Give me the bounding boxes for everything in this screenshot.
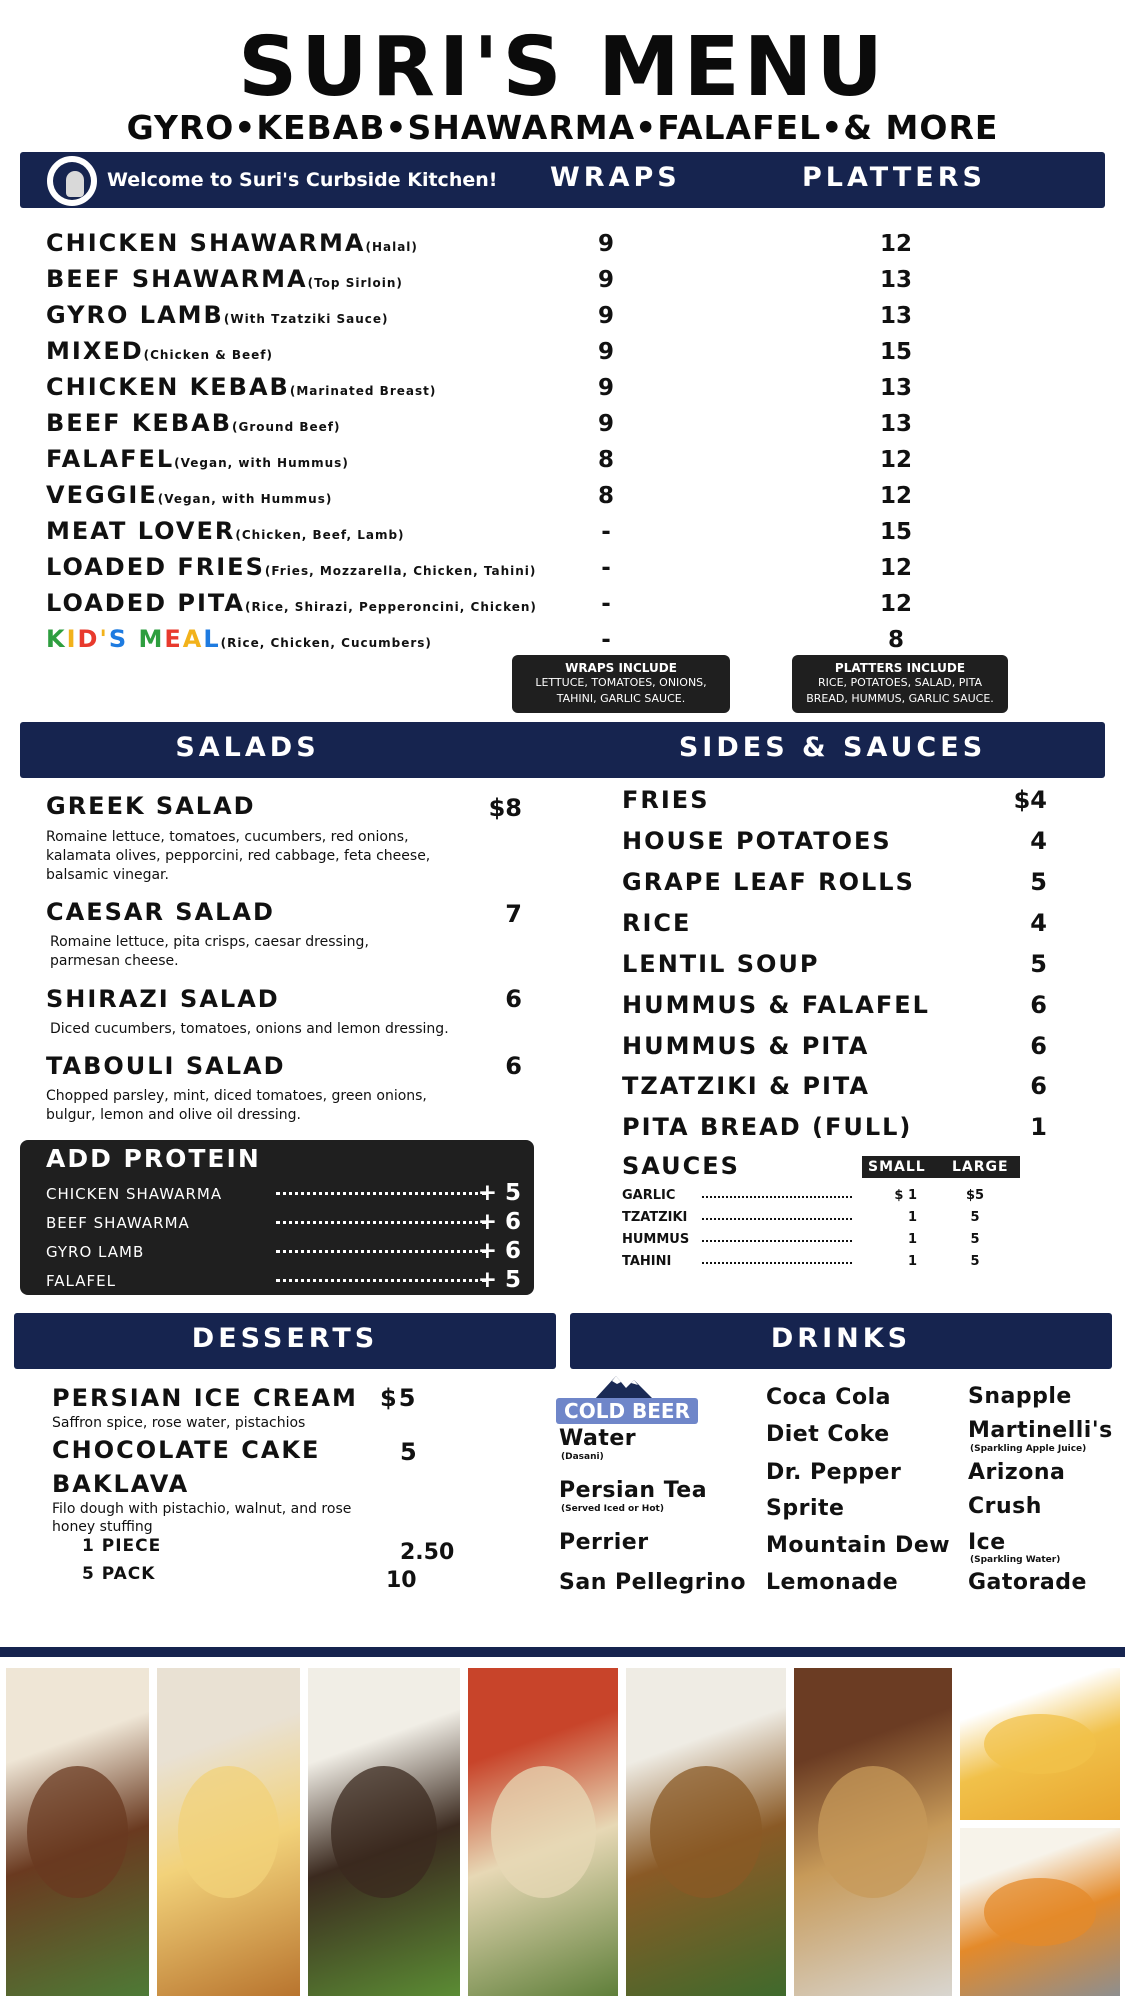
drinks-heading: DRINKS xyxy=(570,1313,1112,1369)
salad-price: 6 xyxy=(505,985,522,1013)
item-name: VEGGIE xyxy=(46,481,158,509)
dessert-name: CHOCOLATE CAKE xyxy=(52,1436,321,1464)
item-note: (Halal) xyxy=(365,240,418,254)
sauce-size-header xyxy=(862,1156,1020,1178)
dot-leader xyxy=(702,1196,852,1198)
kids-meal-letter: A xyxy=(182,625,204,653)
wrap-price: 9 xyxy=(597,231,614,257)
platters-include-text: RICE, POTATOES, SALAD, PITA BREAD, HUMMUS, GARLIC SAUCE. xyxy=(806,676,994,705)
item-note: (Top Sirloin) xyxy=(307,276,403,290)
kids-meal-name xyxy=(46,625,221,653)
protein-price: + 5 xyxy=(477,1180,521,1206)
wrap-price: - xyxy=(601,627,611,653)
shawarma-platter-photo xyxy=(6,1668,149,1996)
platter-price: 12 xyxy=(879,231,912,257)
platter-price: 15 xyxy=(879,519,912,545)
side-name: LENTIL SOUP xyxy=(622,950,820,978)
platter-price: 13 xyxy=(879,375,912,401)
dessert-name: BAKLAVA xyxy=(52,1470,190,1498)
side-name: RICE xyxy=(622,909,692,937)
menu-item-row xyxy=(46,373,1046,409)
menu-item-row xyxy=(46,265,1046,301)
house-potatoes-photo xyxy=(960,1828,1120,1996)
protein-price: + 6 xyxy=(477,1209,521,1235)
baklava-piece-label: 1 PIECE xyxy=(82,1536,162,1556)
menu-item-row xyxy=(46,445,1046,481)
drink-name: Martinelli's xyxy=(968,1418,1113,1443)
item-note: (Rice, Chicken, Cucumbers) xyxy=(220,636,432,650)
item-note: (Marinated Breast) xyxy=(289,384,437,398)
item-name: FALAFEL xyxy=(46,445,175,473)
loaded-fries-photo xyxy=(468,1668,618,1996)
item-note: (Vegan, with Hummus) xyxy=(174,456,349,470)
photo-food-shape xyxy=(491,1766,596,1897)
sauce-small-price: 1 xyxy=(907,1210,917,1225)
wrap-price: 9 xyxy=(597,411,614,437)
cold-beer-label: COLD BEER xyxy=(556,1398,698,1424)
welcome-text: Welcome to Suri's Curbside Kitchen! xyxy=(107,169,498,191)
protein-price: + 6 xyxy=(477,1238,521,1264)
platters-include-heading: PLATTERS INCLUDE xyxy=(834,661,966,675)
protein-row xyxy=(46,1240,521,1266)
item-name: CHICKEN SHAWARMA xyxy=(46,229,366,257)
wrap-price: - xyxy=(601,555,611,581)
baklava-pack-price: 10 xyxy=(386,1568,417,1593)
fries-photo xyxy=(960,1668,1120,1820)
salad-name: TABOULI SALAD xyxy=(46,1052,286,1080)
item-name: MIXED xyxy=(46,337,144,365)
sauce-large-price: $5 xyxy=(965,1188,985,1203)
wrap-price: - xyxy=(601,519,611,545)
platters-include-box xyxy=(792,655,1008,713)
sauce-large-price: 5 xyxy=(970,1254,980,1269)
platter-price: 12 xyxy=(879,483,912,509)
photo-food-shape xyxy=(818,1766,929,1897)
dot-leader xyxy=(702,1262,852,1264)
menu-item-row xyxy=(46,229,1046,265)
drink-name: Gatorade xyxy=(968,1570,1087,1595)
item-name: BEEF SHAWARMA xyxy=(46,265,308,293)
cold-beer-badge xyxy=(556,1374,698,1424)
side-price: 1 xyxy=(1030,1113,1047,1141)
kids-meal-letter: K xyxy=(46,625,67,653)
sauce-small-price: 1 xyxy=(907,1232,917,1247)
drink-name: San Pellegrino xyxy=(559,1570,746,1595)
protein-row xyxy=(46,1211,521,1237)
item-note: (Chicken, Beef, Lamb) xyxy=(235,528,405,542)
protein-row xyxy=(46,1269,521,1295)
protein-name: GYRO LAMB xyxy=(46,1243,145,1261)
wraps-platters-header-bar xyxy=(20,152,1105,208)
side-price: 5 xyxy=(1030,868,1047,896)
drink-name: Sprite xyxy=(766,1496,845,1521)
side-price: 5 xyxy=(1030,950,1047,978)
item-note: (Rice, Shirazi, Pepperoncini, Chicken) xyxy=(244,600,537,614)
add-protein-heading: ADD PROTEIN xyxy=(46,1144,261,1173)
item-note: (Vegan, with Hummus) xyxy=(157,492,333,506)
platters-column-heading: PLATTERS xyxy=(802,162,986,193)
kids-meal-letter: D xyxy=(77,625,100,653)
item-note: (With Tzatziki Sauce) xyxy=(223,312,389,326)
side-price: 6 xyxy=(1030,1072,1047,1100)
salads-sides-header-bar xyxy=(20,722,1105,778)
kids-meal-letter: M xyxy=(138,625,165,653)
suris-logo-icon xyxy=(47,156,97,206)
menu-item-row xyxy=(46,409,1046,445)
kids-meal-letter xyxy=(128,625,138,653)
kids-meal-letter: L xyxy=(203,625,221,653)
dessert-price: $5 xyxy=(380,1384,418,1412)
side-name: HUMMUS & FALAFEL xyxy=(622,991,930,1019)
side-name: HUMMUS & PITA xyxy=(622,1032,870,1060)
sauce-small-price: $ 1 xyxy=(894,1188,917,1203)
item-name: LOADED FRIES xyxy=(46,553,265,581)
drink-note: (Dasani) xyxy=(561,1452,604,1462)
sauce-large-price: 5 xyxy=(970,1210,980,1225)
salad-name: SHIRAZI SALAD xyxy=(46,985,280,1013)
dot-leader xyxy=(276,1250,486,1253)
side-name: PITA BREAD (FULL) xyxy=(622,1113,913,1141)
sauce-row xyxy=(622,1232,1022,1254)
side-item-row xyxy=(622,827,1047,863)
protein-row xyxy=(46,1182,521,1208)
kids-meal-letter: S xyxy=(108,625,129,653)
item-name: LOADED PITA xyxy=(46,589,245,617)
wraps-include-heading: WRAPS INCLUDE xyxy=(565,661,677,675)
menu-item-row xyxy=(46,481,1046,517)
item-note: (Ground Beef) xyxy=(231,420,341,434)
salad-price: 7 xyxy=(505,900,522,928)
menu-item-row xyxy=(46,337,1046,373)
dessert-description: Saffron spice, rose water, pistachios xyxy=(52,1415,306,1431)
sauce-name: GARLIC xyxy=(622,1188,676,1203)
wrap-price: 9 xyxy=(597,267,614,293)
item-name: BEEF KEBAB xyxy=(46,409,232,437)
wrap-price: 9 xyxy=(597,339,614,365)
platter-price: 12 xyxy=(879,555,912,581)
side-price: 6 xyxy=(1030,991,1047,1019)
side-item-row xyxy=(622,950,1047,986)
side-item-row xyxy=(622,786,1047,822)
wrap-price: 9 xyxy=(597,375,614,401)
desserts-heading: DESSERTS xyxy=(14,1313,556,1369)
salad-description: Romaine lettuce, tomatoes, cucumbers, red onions, kalamata olives, pepporcini, red cabbage, feta cheese, balsamic vinegar. xyxy=(46,829,431,883)
sauce-row xyxy=(622,1254,1022,1276)
wraps-include-text: LETTUCE, TOMATOES, ONIONS, TAHINI, GARLIC SAUCE. xyxy=(535,676,707,705)
side-name: TZATZIKI & PITA xyxy=(622,1072,870,1100)
sauce-name: TZATZIKI xyxy=(622,1210,688,1225)
platter-price: 15 xyxy=(879,339,912,365)
salad-price: $8 xyxy=(488,794,522,822)
side-name: FRIES xyxy=(622,786,710,814)
drink-note: (Sparkling Water) xyxy=(970,1555,1061,1565)
drink-name: Coca Cola xyxy=(766,1385,891,1410)
side-item-row xyxy=(622,1032,1047,1068)
dot-leader xyxy=(276,1279,486,1282)
footer-divider xyxy=(0,1647,1125,1657)
dot-leader xyxy=(702,1240,852,1242)
protein-name: BEEF SHAWARMA xyxy=(46,1214,190,1232)
wrap-price: 8 xyxy=(597,483,614,509)
side-price: 4 xyxy=(1030,827,1047,855)
side-price: 4 xyxy=(1030,909,1047,937)
menu-item-row xyxy=(46,301,1046,337)
platter-price: 13 xyxy=(879,267,912,293)
item-note: (Chicken & Beef) xyxy=(143,348,273,362)
menu-subtitle: GYRO•KEBAB•SHAWARMA•FALAFEL•& MORE xyxy=(126,108,999,147)
dot-leader xyxy=(276,1221,486,1224)
add-protein-box xyxy=(20,1140,534,1295)
kids-meal-letter: I xyxy=(66,625,78,653)
drink-note: (Sparkling Apple Juice) xyxy=(970,1444,1087,1454)
photo-food-shape xyxy=(178,1766,278,1897)
sauce-name: TAHINI xyxy=(622,1254,672,1269)
side-item-row xyxy=(622,1113,1047,1149)
drink-note: (Served Iced or Hot) xyxy=(561,1504,664,1514)
sauce-name: HUMMUS xyxy=(622,1232,690,1247)
menu-title: SURI'S MENU xyxy=(238,20,887,115)
salad-price: 6 xyxy=(505,1052,522,1080)
small-heading: SMALL xyxy=(868,1159,926,1175)
salad-description: Diced cucumbers, tomatoes, onions and lemon dressing. xyxy=(50,1021,449,1037)
drink-name: Dr. Pepper xyxy=(766,1460,902,1485)
baklava-pack-label: 5 PACK xyxy=(82,1564,156,1584)
side-name: HOUSE POTATOES xyxy=(622,827,892,855)
photo-food-shape xyxy=(650,1766,762,1897)
mountain-icon xyxy=(594,1374,654,1400)
drink-name: Perrier xyxy=(559,1530,649,1555)
item-name: MEAT LOVER xyxy=(46,517,236,545)
drink-name: Ice xyxy=(968,1530,1006,1555)
item-note: (Fries, Mozzarella, Chicken, Tahini) xyxy=(264,564,537,578)
salad-description: Chopped parsley, mint, diced tomatoes, green onions, bulgur, lemon and olive oil dressing. xyxy=(46,1088,427,1123)
dessert-name: PERSIAN ICE CREAM xyxy=(52,1384,358,1412)
side-price: $4 xyxy=(1013,786,1047,814)
photo-food-shape xyxy=(984,1878,1096,1945)
drink-name: Crush xyxy=(968,1494,1042,1519)
photo-food-shape xyxy=(27,1766,127,1897)
wrap-price: 8 xyxy=(597,447,614,473)
platter-price: 12 xyxy=(879,447,912,473)
persian-ice-cream-photo xyxy=(157,1668,300,1996)
item-name: CHICKEN KEBAB xyxy=(46,373,290,401)
side-item-row xyxy=(622,868,1047,904)
sides-sauces-heading: SIDES & SAUCES xyxy=(678,732,987,763)
platter-price: 13 xyxy=(879,303,912,329)
drink-name: Persian Tea xyxy=(559,1478,708,1503)
photo-food-shape xyxy=(984,1714,1096,1775)
side-item-row xyxy=(622,991,1047,1027)
item-name: GYRO LAMB xyxy=(46,301,224,329)
sauce-small-price: 1 xyxy=(907,1254,917,1269)
sauces-heading: SAUCES xyxy=(622,1152,740,1180)
drink-name: Water xyxy=(559,1426,637,1451)
drink-name: Mountain Dew xyxy=(766,1533,951,1558)
drink-name: Lemonade xyxy=(766,1570,899,1595)
menu-item-row xyxy=(46,517,1046,553)
platter-price: 12 xyxy=(879,591,912,617)
kebab-salad-plate-photo xyxy=(308,1668,460,1996)
wrap-price: - xyxy=(601,591,611,617)
side-item-row xyxy=(622,1072,1047,1108)
platter-price: 13 xyxy=(879,411,912,437)
platter-price: 8 xyxy=(887,627,904,653)
sauce-large-price: 5 xyxy=(970,1232,980,1247)
gyro-wrap-photo xyxy=(794,1668,952,1996)
protein-name: FALAFEL xyxy=(46,1272,116,1290)
side-item-row xyxy=(622,909,1047,945)
side-price: 6 xyxy=(1030,1032,1047,1060)
baklava-piece-price: 2.50 xyxy=(400,1540,455,1565)
dot-leader xyxy=(276,1192,486,1195)
drink-name: Snapple xyxy=(968,1384,1072,1409)
menu-item-row xyxy=(46,553,1046,589)
salad-description: Romaine lettuce, pita crisps, caesar dressing, parmesan cheese. xyxy=(50,934,369,969)
kids-meal-letter: E xyxy=(164,625,183,653)
sauce-row xyxy=(622,1210,1022,1232)
drink-name: Arizona xyxy=(968,1460,1066,1485)
salad-name: GREEK SALAD xyxy=(46,792,256,820)
menu-item-row xyxy=(46,589,1046,625)
protein-name: CHICKEN SHAWARMA xyxy=(46,1185,223,1203)
large-heading: LARGE xyxy=(952,1159,1009,1175)
protein-price: + 5 xyxy=(477,1267,521,1293)
dessert-price: 5 xyxy=(400,1438,419,1466)
dessert-description: Filo dough with pistachio, walnut, and rose honey stuffing xyxy=(52,1501,352,1535)
photo-food-shape xyxy=(331,1766,437,1897)
wraps-column-heading: WRAPS xyxy=(550,162,681,193)
falafel-plate-photo xyxy=(626,1668,786,1996)
side-name: GRAPE LEAF ROLLS xyxy=(622,868,915,896)
kids-meal-letter: ' xyxy=(99,625,109,653)
salad-name: CAESAR SALAD xyxy=(46,898,275,926)
wraps-include-box xyxy=(512,655,730,713)
sauce-row xyxy=(622,1188,1022,1210)
drink-name: Diet Coke xyxy=(766,1422,890,1447)
wrap-price: 9 xyxy=(597,303,614,329)
dot-leader xyxy=(702,1218,852,1220)
salads-heading: SALADS xyxy=(175,732,320,763)
